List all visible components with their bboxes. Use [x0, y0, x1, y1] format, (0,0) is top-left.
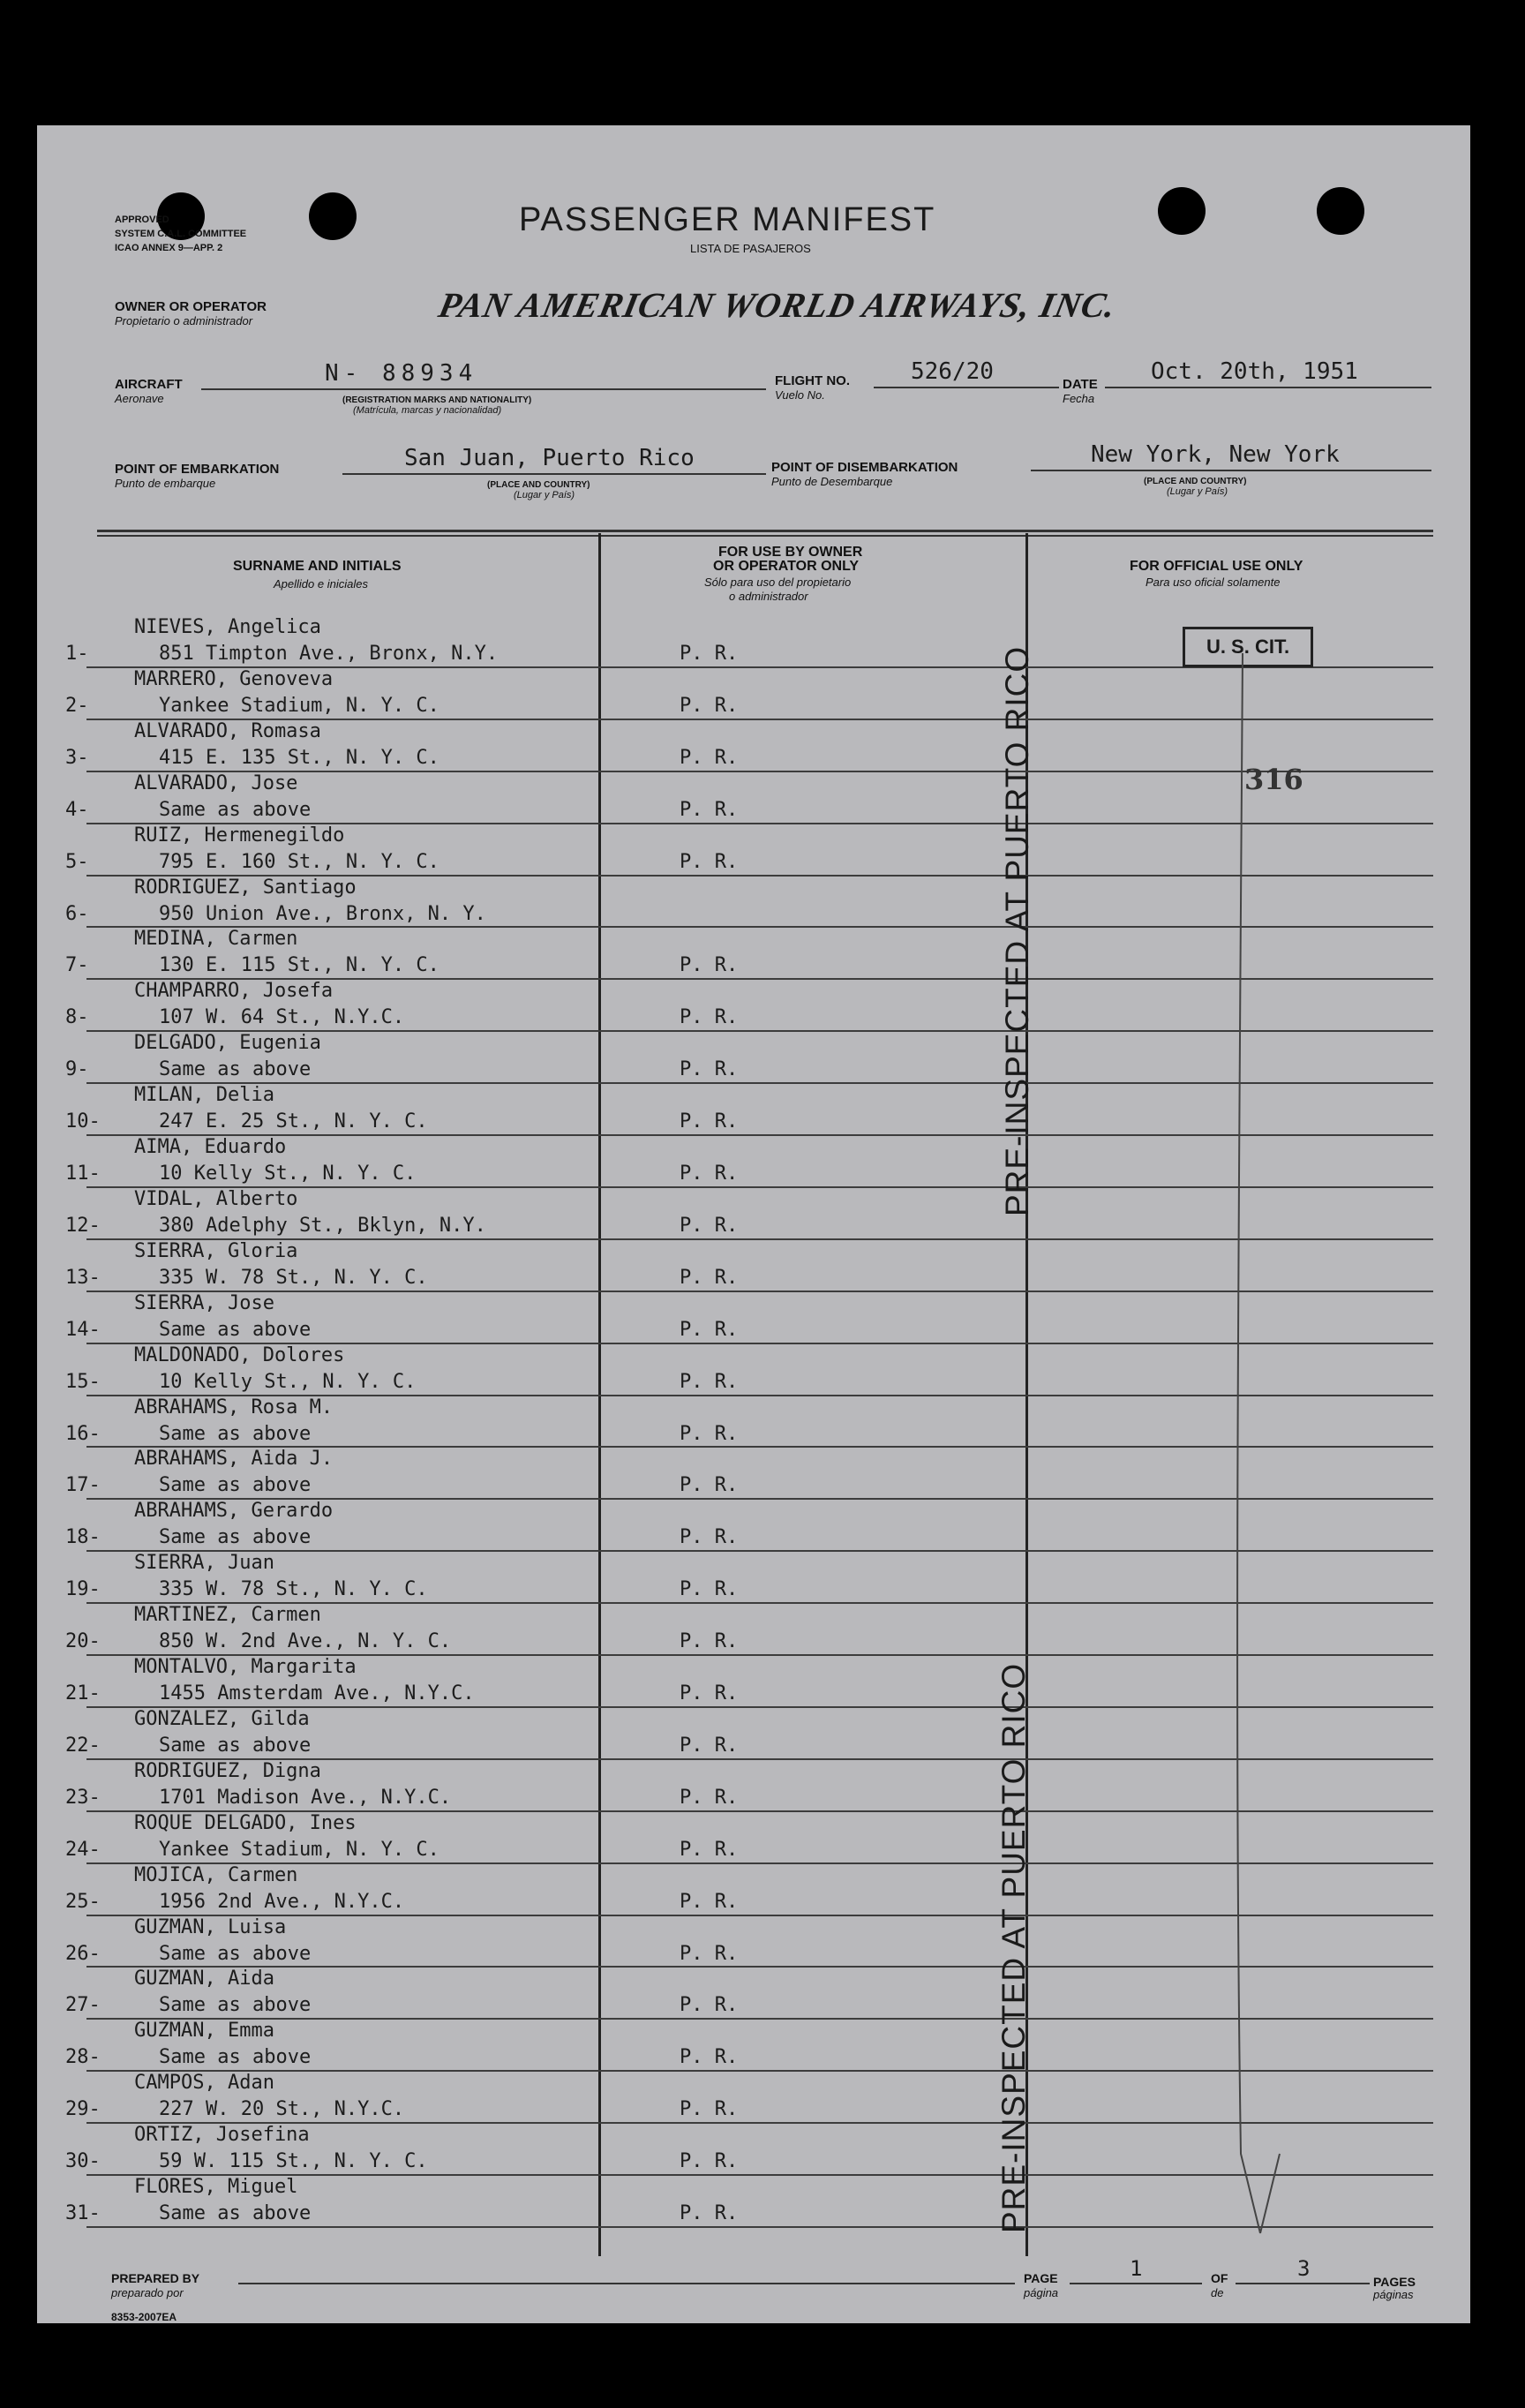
col-owner-header: FOR USE BY OWNER [718, 545, 863, 560]
passenger-origin: P. R. [680, 1890, 739, 1913]
row-number: 3- [65, 746, 89, 769]
passenger-address: Same as above [159, 1474, 312, 1497]
passenger-origin: P. R. [680, 1682, 739, 1704]
passenger-address: 850 W. 2nd Ave., N. Y. C. [159, 1630, 452, 1653]
passenger-address: Same as above [159, 2202, 312, 2224]
col-surname-header-es: Apellido e iniciales [274, 577, 368, 591]
embark-underline [342, 473, 766, 475]
disembark-value: New York, New York [1091, 441, 1340, 468]
row-number: 23- [65, 1786, 101, 1809]
flight-label-es: Vuelo No. [775, 388, 825, 402]
table-row [0, 928, 1525, 980]
punch-hole [1317, 187, 1364, 235]
page-title-es: LISTA DE PASAJEROS [690, 242, 811, 255]
approval-line: APPROVED [115, 214, 169, 225]
preinspected-stamp: PRE-INSPECTED AT PUERTO RICO [995, 1662, 1032, 2233]
prepared-label-es: preparado por [111, 2286, 184, 2299]
pages-label-es: páginas [1373, 2288, 1414, 2301]
passenger-name: MILAN, Delia [134, 1084, 274, 1107]
passenger-origin: P. R. [680, 1630, 739, 1653]
table-row [0, 2072, 1525, 2124]
passenger-name: GUZMAN, Luisa [134, 1915, 287, 1938]
col-owner-header-es: o administrador [729, 590, 808, 603]
page-label: PAGE [1024, 2271, 1058, 2285]
row-number: 31- [65, 2202, 101, 2224]
passenger-address: 10 Kelly St., N. Y. C. [159, 1370, 417, 1393]
row-number: 14- [65, 1318, 101, 1341]
disembark-label: POINT OF DISEMBARKATION [771, 460, 958, 475]
passenger-name: RODRIGUEZ, Digna [134, 1759, 321, 1782]
col-surname-header: SURNAME AND INITIALS [233, 559, 402, 574]
row-number: 25- [65, 1890, 101, 1913]
passenger-name: SIERRA, Juan [134, 1552, 274, 1575]
row-number: 6- [65, 902, 89, 925]
registration-note-es: (Matrícula, marcas y nacionalidad) [353, 405, 502, 416]
passenger-name: ALVARADO, Jose [134, 771, 298, 794]
passenger-name: FLORES, Miguel [134, 2176, 298, 2198]
passenger-origin: P. R. [680, 1422, 739, 1445]
passenger-address: Same as above [159, 1994, 312, 2017]
table-row [0, 1916, 1525, 1968]
passenger-address: Yankee Stadium, N. Y. C. [159, 1838, 439, 1861]
pages-label: PAGES [1373, 2275, 1416, 2289]
col-owner-header-es: Sólo para uso del propietario [704, 576, 852, 589]
passenger-origin: P. R. [680, 746, 739, 769]
pencil-mark [1218, 653, 1288, 2242]
row-number: 24- [65, 1838, 101, 1861]
row-number: 20- [65, 1630, 101, 1653]
footer-rule [238, 2283, 1015, 2284]
page-label-es: página [1024, 2286, 1059, 2299]
date-label-es: Fecha [1063, 392, 1095, 405]
passenger-name: MONTALVO, Margarita [134, 1656, 357, 1678]
table-row [0, 1760, 1525, 1812]
approval-line: ICAO ANNEX 9—APP. 2 [115, 243, 223, 253]
passenger-origin: P. R. [680, 2098, 739, 2121]
aircraft-label: AIRCRAFT [115, 377, 183, 392]
of-label: OF [1211, 2271, 1228, 2285]
row-number: 16- [65, 1422, 101, 1445]
passenger-origin: P. R. [680, 1370, 739, 1393]
passenger-name: MOJICA, Carmen [134, 1863, 298, 1886]
passenger-name: GUZMAN, Emma [134, 2020, 274, 2043]
row-number: 1- [65, 643, 89, 665]
passenger-name: ROQUE DELGADO, Ines [134, 1811, 357, 1834]
table-row [0, 1032, 1525, 1084]
table-row [0, 1552, 1525, 1604]
row-number: 29- [65, 2098, 101, 2121]
page-underline [1070, 2283, 1202, 2284]
passenger-address: 335 W. 78 St., N. Y. C. [159, 1578, 428, 1601]
embark-note: (PLACE AND COUNTRY) [487, 480, 590, 490]
table-row [0, 1448, 1525, 1500]
passenger-address: 107 W. 64 St., N.Y.C. [159, 1006, 405, 1029]
punch-hole [309, 192, 357, 240]
col-official-header-es: Para uso oficial solamente [1146, 576, 1281, 589]
passenger-name: ABRAHAMS, Gerardo [134, 1500, 334, 1523]
row-number: 30- [65, 2150, 101, 2173]
passenger-name: AIMA, Eduardo [134, 1136, 287, 1158]
passenger-name: MALDONADO, Dolores [134, 1343, 345, 1366]
row-number: 17- [65, 1474, 101, 1497]
form-code: 8353-2007EA [111, 2311, 177, 2323]
table-top-rule [97, 530, 1433, 532]
row-number: 15- [65, 1370, 101, 1393]
passenger-name: MARRERO, Genoveva [134, 667, 334, 690]
passenger-name: GUZMAN, Aida [134, 1968, 274, 1990]
disembark-label-es: Punto de Desembarque [771, 475, 893, 488]
passenger-address: 1701 Madison Ave., N.Y.C. [159, 1786, 452, 1809]
of-label-es: de [1211, 2286, 1224, 2299]
row-number: 22- [65, 1734, 101, 1757]
passenger-origin: P. R. [680, 1110, 739, 1133]
punch-hole [1158, 187, 1206, 235]
passenger-address: 415 E. 135 St., N. Y. C. [159, 746, 439, 769]
passenger-name: SIERRA, Jose [134, 1291, 274, 1314]
passenger-name: NIEVES, Angelica [134, 616, 321, 638]
disembark-note-es: (Lugar y País) [1167, 486, 1228, 497]
table-row [0, 668, 1525, 720]
passenger-address: 380 Adelphy St., Bklyn, N.Y. [159, 1214, 486, 1237]
passenger-origin: P. R. [680, 1526, 739, 1549]
passenger-origin: P. R. [680, 798, 739, 821]
row-number: 2- [65, 694, 89, 717]
table-row [0, 2176, 1525, 2228]
table-row [0, 824, 1525, 877]
aircraft-value: N- 88934 [325, 360, 478, 387]
passenger-address: 227 W. 20 St., N.Y.C. [159, 2098, 405, 2121]
table-row [0, 2124, 1525, 2176]
passenger-origin: P. R. [680, 643, 739, 665]
table-row [0, 1500, 1525, 1552]
passenger-origin: P. R. [680, 694, 739, 717]
passenger-address: 130 E. 115 St., N. Y. C. [159, 954, 439, 977]
disembark-note: (PLACE AND COUNTRY) [1144, 477, 1247, 486]
embark-value: San Juan, Puerto Rico [404, 445, 695, 471]
passenger-address: 10 Kelly St., N. Y. C. [159, 1163, 417, 1185]
table-row [0, 2020, 1525, 2072]
passenger-origin: P. R. [680, 1006, 739, 1029]
row-number: 13- [65, 1266, 101, 1289]
table-row [0, 1864, 1525, 1916]
date-underline [1105, 387, 1431, 388]
passenger-address: Same as above [159, 2046, 312, 2069]
passenger-origin: P. R. [680, 1266, 739, 1289]
row-number: 26- [65, 1942, 101, 1965]
table-top-rule-2 [97, 535, 1433, 537]
passenger-name: MEDINA, Carmen [134, 928, 298, 951]
row-number: 7- [65, 954, 89, 977]
passenger-name: ABRAHAMS, Rosa M. [134, 1396, 334, 1418]
passenger-name: GONZALEZ, Gilda [134, 1707, 310, 1730]
table-row [0, 1136, 1525, 1188]
table-row [0, 1708, 1525, 1760]
passenger-origin: P. R. [680, 1578, 739, 1601]
row-number: 12- [65, 1214, 101, 1237]
row-number: 11- [65, 1163, 101, 1185]
passenger-address: Same as above [159, 1942, 312, 1965]
approval-line: SYSTEM C.A.L. COMMITTEE [115, 229, 247, 239]
passenger-address: Same as above [159, 1058, 312, 1081]
row-number: 27- [65, 1994, 101, 2017]
embark-label: POINT OF EMBARKATION [115, 462, 280, 477]
passenger-name: CAMPOS, Adan [134, 2072, 274, 2095]
table-row [0, 1604, 1525, 1656]
row-number: 28- [65, 2046, 101, 2069]
date-value: Oct. 20th, 1951 [1151, 358, 1358, 385]
passenger-origin: P. R. [680, 954, 739, 977]
us-citizen-stamp: U. S. CIT. [1183, 627, 1313, 667]
row-number: 18- [65, 1526, 101, 1549]
passenger-origin: P. R. [680, 1942, 739, 1965]
page-title: PASSENGER MANIFEST [519, 201, 936, 238]
table-row [0, 1344, 1525, 1396]
embark-note-es: (Lugar y País) [514, 490, 575, 500]
col-official-header: FOR OFFICIAL USE ONLY [1130, 559, 1303, 574]
passenger-origin: P. R. [680, 1734, 739, 1757]
passenger-name: MARTINEZ, Carmen [134, 1604, 321, 1627]
row-number: 9- [65, 1058, 89, 1081]
passenger-name: ORTIZ, Josefina [134, 2124, 310, 2147]
passenger-address: Same as above [159, 1526, 312, 1549]
passenger-address: 950 Union Ave., Bronx, N. Y. [159, 902, 486, 925]
table-row [0, 1812, 1525, 1864]
col-owner-header: OR OPERATOR ONLY [713, 559, 860, 574]
table-row [0, 1084, 1525, 1136]
table-row [0, 980, 1525, 1032]
passenger-address: 59 W. 115 St., N. Y. C. [159, 2150, 428, 2173]
table-row [0, 1188, 1525, 1240]
row-number: 19- [65, 1578, 101, 1601]
flight-label: FLIGHT NO. [775, 373, 850, 388]
passenger-address: 335 W. 78 St., N. Y. C. [159, 1266, 428, 1289]
table-row [0, 1968, 1525, 2020]
embark-label-es: Punto de embarque [115, 477, 216, 490]
passenger-origin: P. R. [680, 1994, 739, 2017]
page-value: 1 [1130, 2256, 1143, 2281]
passenger-address: 1956 2nd Ave., N.Y.C. [159, 1890, 405, 1913]
passenger-name: VIDAL, Alberto [134, 1187, 298, 1210]
passenger-origin: P. R. [680, 2202, 739, 2224]
passenger-name: DELGADO, Eugenia [134, 1032, 321, 1055]
passenger-name: ALVARADO, Romasa [134, 719, 321, 742]
table-row [0, 1292, 1525, 1344]
passenger-address: 1455 Amsterdam Ave., N.Y.C. [159, 1682, 475, 1704]
owner-label: OWNER OR OPERATOR [115, 299, 267, 314]
passenger-address: Same as above [159, 1422, 312, 1445]
row-number: 21- [65, 1682, 101, 1704]
official-number: 316 [1244, 763, 1303, 796]
preinspected-stamp: PRE-INSPECTED AT PUERTO RICO [999, 645, 1035, 1216]
aircraft-label-es: Aeronave [115, 392, 164, 405]
flight-value: 526/20 [911, 358, 994, 385]
pages-underline [1236, 2283, 1370, 2284]
passenger-name: RUIZ, Hermenegildo [134, 824, 345, 847]
passenger-address: Yankee Stadium, N. Y. C. [159, 694, 439, 717]
row-number: 4- [65, 798, 89, 821]
passenger-origin: P. R. [680, 2150, 739, 2173]
aircraft-underline [201, 388, 766, 390]
passenger-origin: P. R. [680, 1318, 739, 1341]
disembark-underline [1031, 470, 1431, 471]
row-number: 10- [65, 1110, 101, 1133]
passenger-origin: P. R. [680, 2046, 739, 2069]
flight-underline [874, 387, 1059, 388]
row-number: 5- [65, 850, 89, 873]
passenger-origin: P. R. [680, 1838, 739, 1861]
pages-value: 3 [1297, 2256, 1311, 2281]
passenger-name: CHAMPARRO, Josefa [134, 980, 334, 1003]
passenger-origin: P. R. [680, 1786, 739, 1809]
table-row [0, 1396, 1525, 1449]
date-label: DATE [1063, 377, 1098, 392]
table-row [0, 877, 1525, 929]
passenger-origin: P. R. [680, 1163, 739, 1185]
passenger-address: Same as above [159, 798, 312, 821]
passenger-origin: P. R. [680, 1474, 739, 1497]
passenger-address: 795 E. 160 St., N. Y. C. [159, 850, 439, 873]
passenger-address: 851 Timpton Ave., Bronx, N.Y. [159, 643, 499, 665]
passenger-name: SIERRA, Gloria [134, 1239, 298, 1262]
table-row [0, 1240, 1525, 1292]
table-row [0, 1656, 1525, 1708]
passenger-address: 247 E. 25 St., N. Y. C. [159, 1110, 428, 1133]
passenger-address: Same as above [159, 1734, 312, 1757]
owner-value: PAN AMERICAN WORLD AIRWAYS, INC. [435, 285, 1121, 325]
row-number: 8- [65, 1006, 89, 1029]
registration-note: (REGISTRATION MARKS AND NATIONALITY) [342, 395, 532, 405]
passenger-origin: P. R. [680, 1214, 739, 1237]
passenger-origin: P. R. [680, 1058, 739, 1081]
passenger-address: Same as above [159, 1318, 312, 1341]
owner-label-es: Propietario o administrador [115, 314, 253, 327]
passenger-name: ABRAHAMS, Aida J. [134, 1448, 334, 1471]
passenger-origin: P. R. [680, 850, 739, 873]
prepared-label: PREPARED BY [111, 2271, 200, 2285]
passenger-name: RODRIGUEZ, Santiago [134, 876, 357, 899]
